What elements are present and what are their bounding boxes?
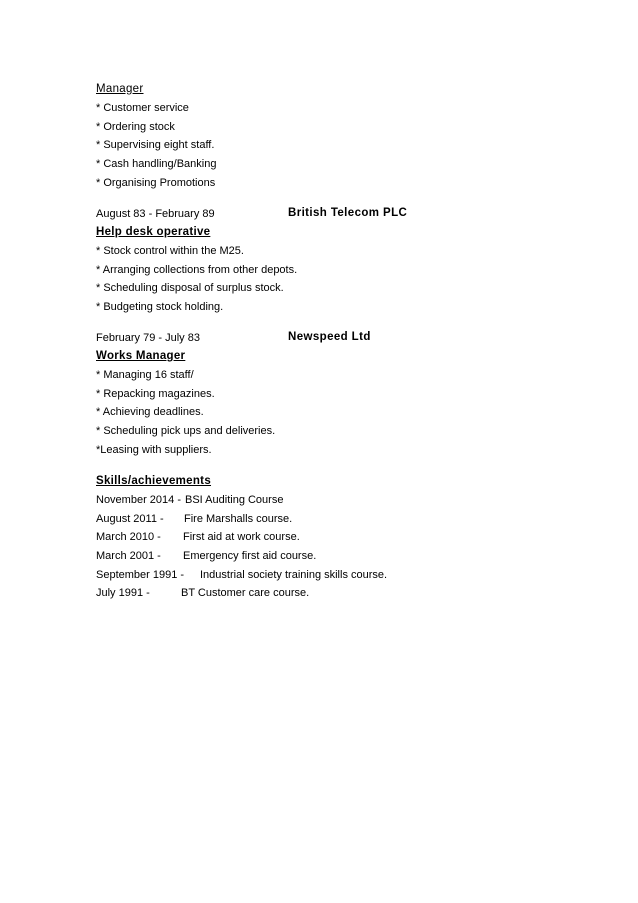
newspeed-bullet: *Leasing with suppliers.	[96, 444, 212, 456]
skills-course: BT Customer care course.	[181, 587, 310, 599]
bt-bullet: * Budgeting stock holding.	[96, 301, 224, 313]
manager-heading: Manager	[96, 83, 144, 95]
skills-date: November 2014 -	[96, 494, 181, 506]
newspeed-company: Newspeed Ltd	[288, 331, 371, 343]
manager-bullet: * Cash handling/Banking	[96, 158, 217, 170]
bt-company: British Telecom PLC	[288, 207, 408, 219]
skills-date: March 2001 -	[96, 550, 161, 562]
newspeed-bullet: * Managing 16 staff/	[96, 369, 194, 381]
newspeed-bullet: * Achieving deadlines.	[96, 406, 204, 418]
skills-date: July 1991 -	[96, 587, 150, 599]
skills-course: BSI Auditing Course	[185, 494, 284, 506]
bt-bullet: * Arranging collections from other depots.	[96, 264, 298, 276]
manager-bullet: * Customer service	[96, 102, 189, 114]
skills-date: March 2010 -	[96, 531, 161, 543]
skills-course: Fire Marshalls course.	[184, 513, 293, 525]
manager-bullet: * Supervising eight staff.	[96, 139, 215, 151]
newspeed-dates: February 79 - July 83	[96, 332, 200, 344]
bt-dates: August 83 - February 89	[96, 208, 215, 220]
skills-date: August 2011 -	[96, 513, 164, 525]
skills-course: Industrial society training skills course.	[200, 569, 388, 581]
skills-date: September 1991 -	[96, 569, 185, 581]
skills-course: First aid at work course.	[183, 531, 300, 543]
newspeed-bullet: * Scheduling pick ups and deliveries.	[96, 425, 276, 437]
newspeed-bullet: * Repacking magazines.	[96, 388, 215, 400]
skills-course: Emergency first aid course.	[183, 550, 317, 562]
bt-job-title: Help desk operative	[96, 226, 211, 238]
manager-bullet: * Ordering stock	[96, 121, 175, 133]
manager-bullet: * Organising Promotions	[96, 177, 216, 189]
bt-bullet: * Scheduling disposal of surplus stock.	[96, 282, 284, 294]
skills-heading: Skills/achievements	[96, 475, 212, 487]
newspeed-job-title: Works Manager	[96, 350, 186, 362]
bt-bullet: * Stock control within the M25.	[96, 245, 244, 257]
